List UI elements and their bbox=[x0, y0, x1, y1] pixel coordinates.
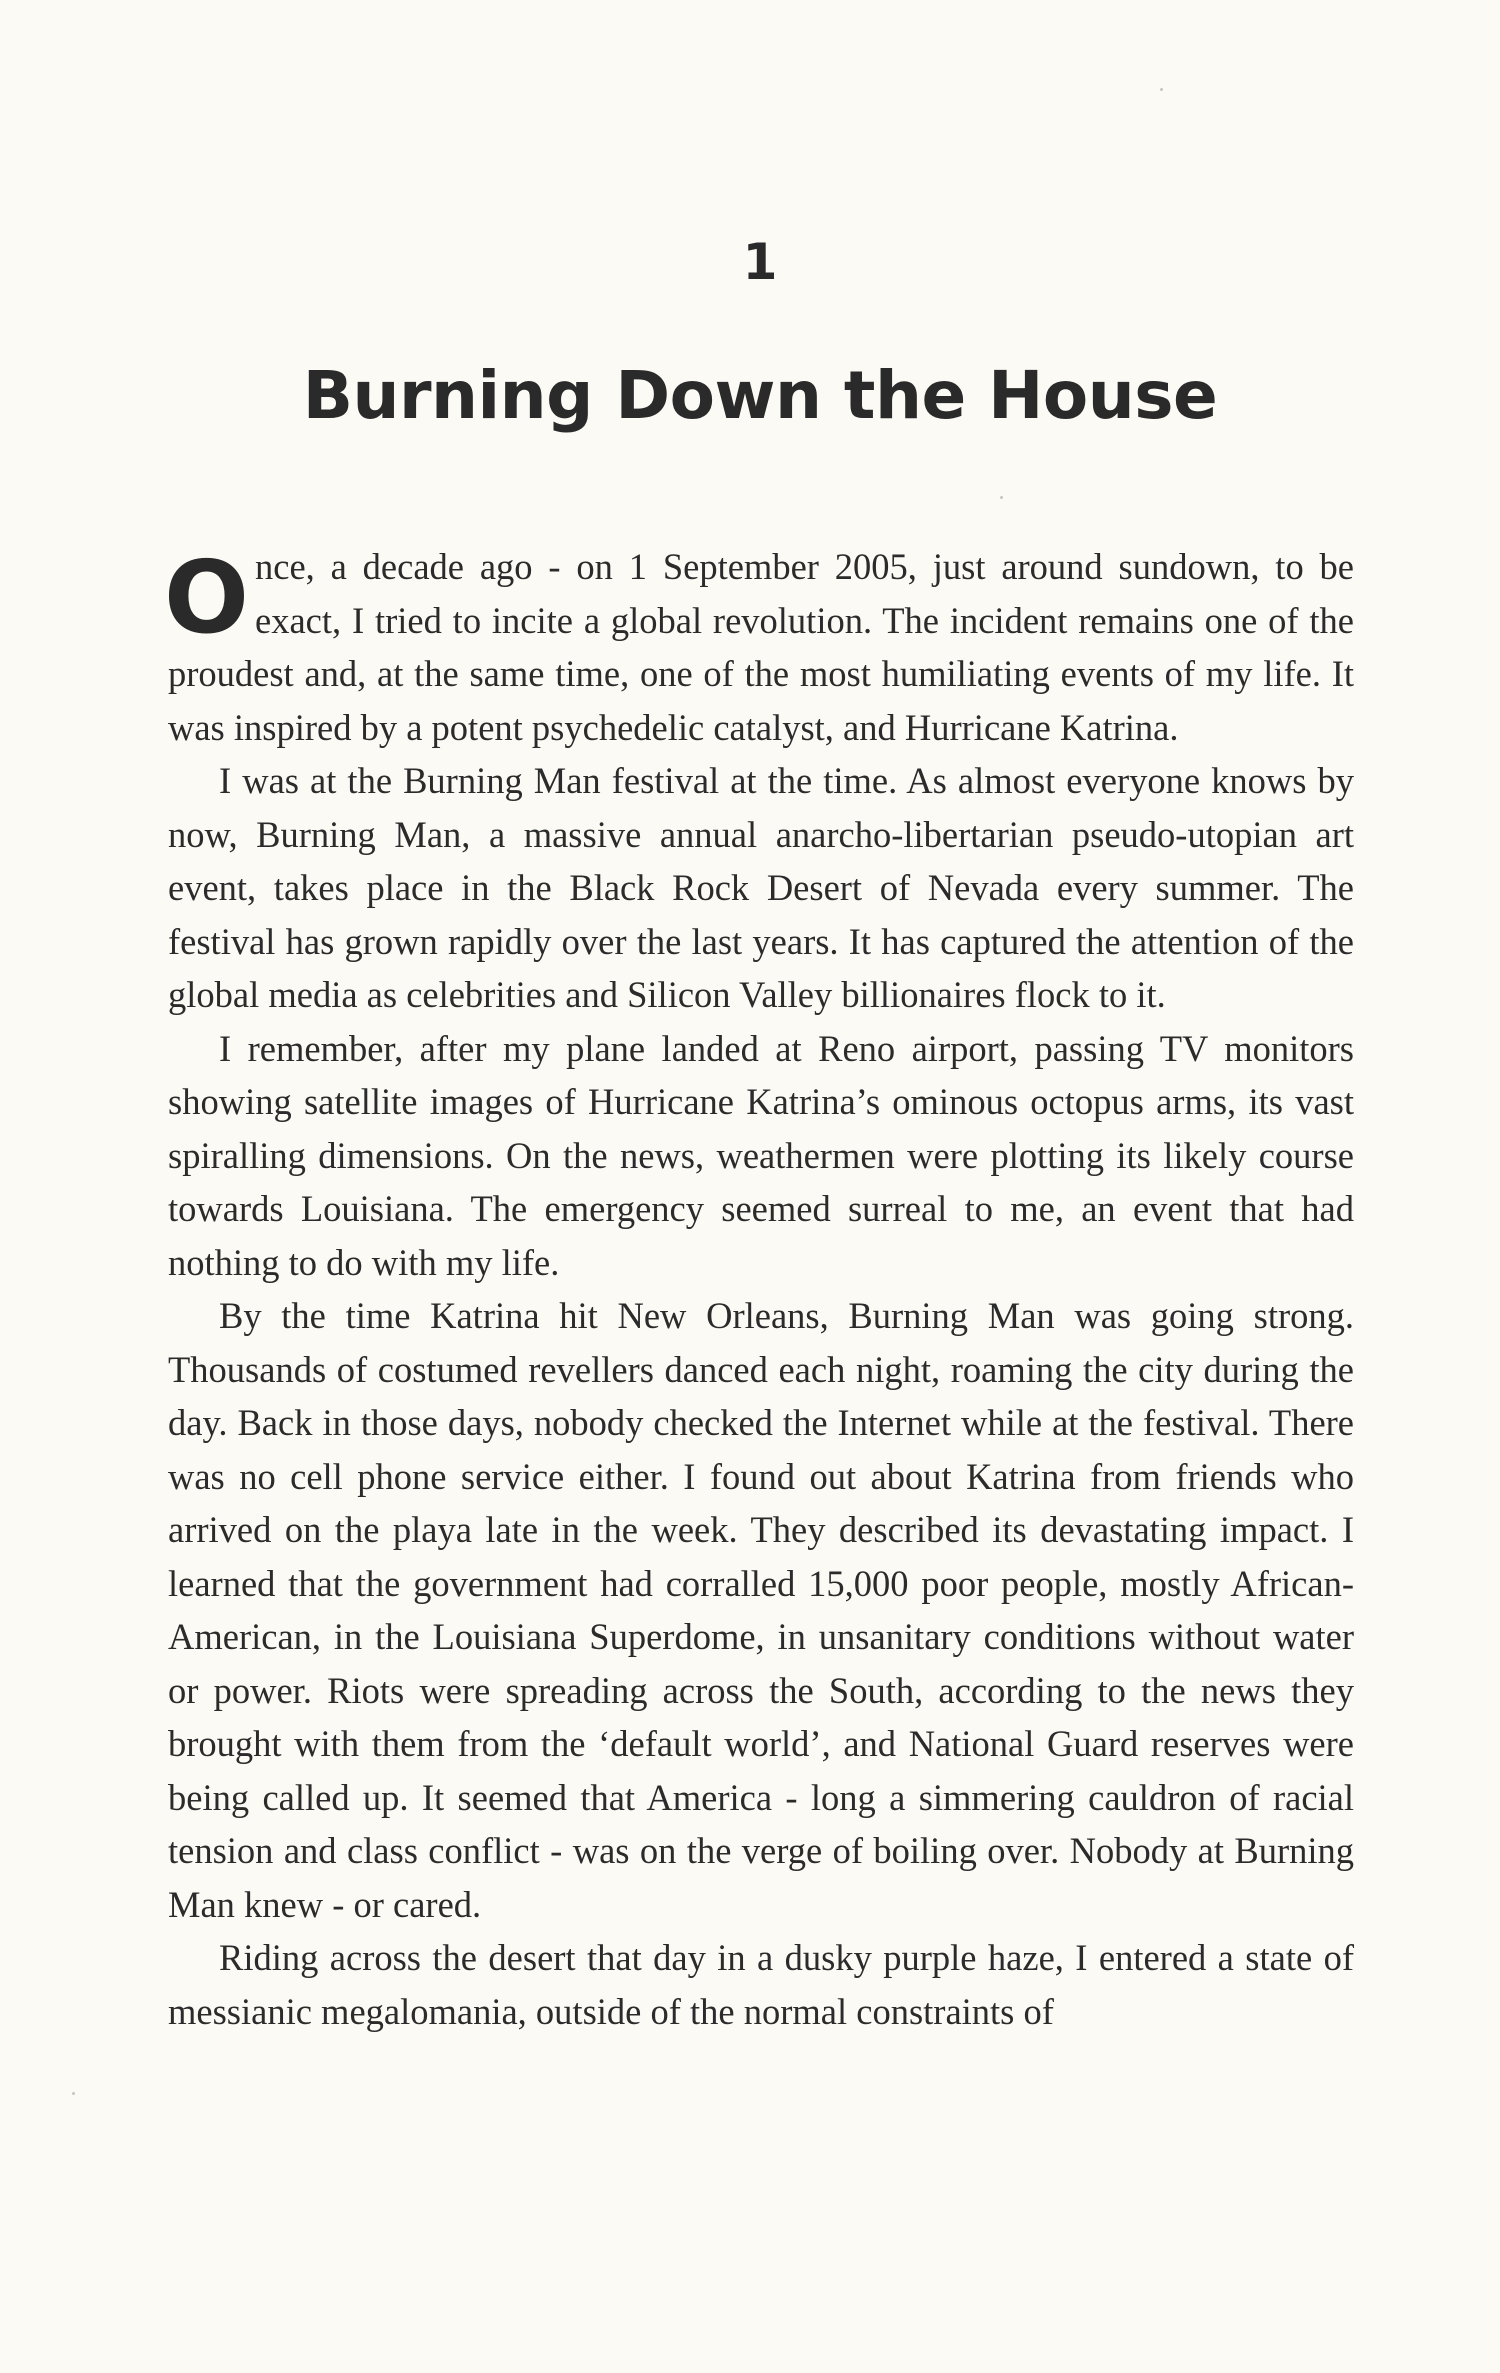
drop-cap: O bbox=[164, 539, 250, 656]
paragraph-1-text: nce, a decade ago - on 1 September 2005, just around sundown, to be exact, I tried to incite a global revolution. The incident remains one of the proudest and, at the same time, one of the most humiliating events of my life. It was inspired by a potent psychedelic catalyst, and Hurricane Katrina. bbox=[168, 546, 1354, 748]
paragraph-3: I remember, after my plane landed at Reno airport, passing TV monitors showing satellite images of Hurricane Katrina’s ominous octopus arms, its vast spiralling dimensions. On the news, weathermen were plotting its likely course towards Louisiana. The emergency seemed surreal to me, an event that had nothing to do with my life. bbox=[168, 1027, 1354, 1283]
paper-speck bbox=[1000, 496, 1003, 499]
paragraph-1 bbox=[164, 539, 1354, 754]
chapter-title: Burning Down the House bbox=[302, 357, 1218, 434]
paper-speck bbox=[1160, 88, 1163, 91]
chapter-body bbox=[164, 539, 1354, 2038]
chapter-number: 1 bbox=[742, 233, 778, 291]
paragraph-5: Riding across the desert that day in a dusky purple haze, I entered a state of messianic megalomania, outside of the normal constraints of bbox=[168, 1937, 1354, 2032]
paper-speck bbox=[72, 2092, 75, 2095]
paragraph-4: By the time Katrina hit New Orleans, Burning Man was going strong. Thousands of costumed revellers danced each night, roaming the city during the day. Back in those days, nobody checked the Internet while at the festival. There was no cell phone service either. I found out about Katrina from friends who arrived on the playa late in the week. They described its devastating impact. I learned that the government had corralled 15,000 poor people, mostly African-American, in the Louisiana Superdome, in unsanitary conditions without water or power. Riots were spreading across the South, according to the news they brought with them from the ‘default world’, and National Guard reserves were being called up. It seemed that America - long a simmering cauldron of racial tension and class conflict - was on the verge of boiling over. Nobody at Burning Man knew - or cared. bbox=[168, 1295, 1354, 1925]
paragraph-2: I was at the Burning Man festival at the time. As almost everyone knows by now, Burning Man, a massive annual anarcho-libertarian pseudo-utopian art event, takes place in the Black Rock Desert of Nevada every summer. The festival has grown rapidly over the last years. It has captured the attention of the global media as celebrities and Silicon Valley billionaires flock to it. bbox=[168, 760, 1354, 1015]
